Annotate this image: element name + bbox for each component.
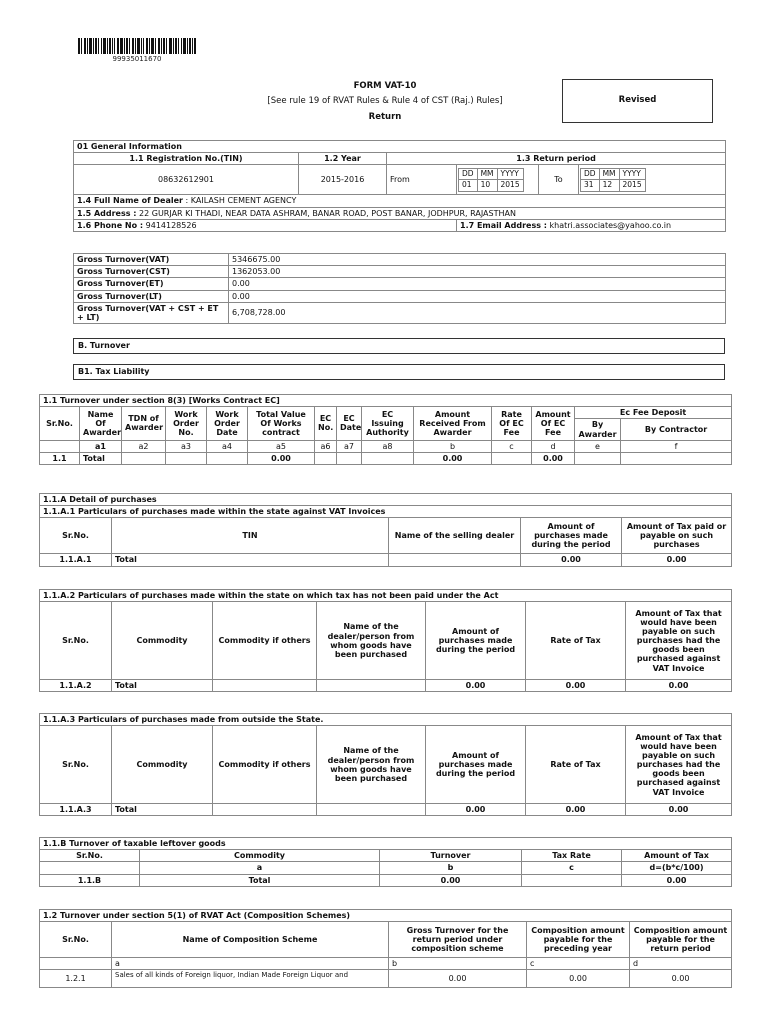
phone-label: 1.6 Phone No : [77, 220, 144, 230]
s11-h-ecdate: EC Date [337, 407, 362, 441]
s12-row-b: 0.00 [389, 970, 527, 988]
tin-value: 08632612901 [74, 165, 299, 195]
s11-total-a5: 0.00 [248, 452, 315, 464]
s11-code: a5 [248, 440, 315, 452]
s12-h-srno: Sr.No. [40, 922, 112, 958]
from-date-cell [457, 165, 539, 195]
s11-code: a7 [337, 440, 362, 452]
gross-value-2: 0.00 [229, 278, 726, 290]
s11a2-total-no: 1.1.A.2 [40, 680, 112, 692]
to-dd: 31 [581, 180, 600, 192]
s11-h-amount: Amount Received From Awarder [414, 407, 492, 441]
purchases-vat-invoice-table [39, 493, 732, 567]
barcode-graphic [78, 38, 196, 54]
s12-h-current: Composition amount payable for the return period [630, 922, 732, 958]
to-date-cell [579, 165, 726, 195]
s11-code: a8 [362, 440, 414, 452]
s11a3-h-dealer: Name of the dealer/person from whom goods have been purchased [317, 726, 426, 804]
s11a1-h-tin: TIN [112, 518, 389, 554]
s11-title: 1.1 Turnover under section 8(3) [Works Contract EC] [40, 395, 732, 407]
gross-label-4: Gross Turnover(VAT + CST + ET + LT) [74, 302, 229, 323]
gross-label-0: Gross Turnover(VAT) [74, 254, 229, 266]
s11-code: a4 [207, 440, 248, 452]
gross-label-1: Gross Turnover(CST) [74, 266, 229, 278]
s11a1-total-tax: 0.00 [622, 554, 732, 566]
s12-code-a: a [112, 958, 389, 970]
s11a2-h-amount: Amount of purchases made during the period [426, 602, 526, 680]
s11-code: c [492, 440, 532, 452]
s11b-total-no: 1.1.B [40, 874, 140, 886]
form-subtitle: [See rule 19 of RVAT Rules & Rule 4 of CST (Raj.) Rules] [267, 95, 503, 106]
from-mm-h: MM [477, 168, 497, 180]
s11-h-rate: Rate Of EC Fee [492, 407, 532, 441]
to-label: To [539, 165, 579, 195]
tax-liability-heading: B1. Tax Liability [73, 364, 725, 380]
barcode-number: 99935011670 [112, 55, 162, 63]
from-date [458, 168, 524, 192]
period-label: 1.3 Return period [387, 153, 726, 165]
purchases-untaxed-table [39, 589, 732, 692]
s11b-title: 1.1.B Turnover of taxable leftover goods [40, 838, 732, 850]
status-label: Revised [618, 95, 657, 106]
s11a3-total-tax: 0.00 [626, 804, 732, 816]
gross-label-2: Gross Turnover(ET) [74, 278, 229, 290]
gross-value-4: 6,708,728.00 [229, 302, 726, 323]
s11a-title: 1.1.A Detail of purchases [40, 494, 732, 506]
s11b-h-rate: Tax Rate [522, 850, 622, 862]
s11a1-total-no: 1.1.A.1 [40, 554, 112, 566]
s12-row-no: 1.2.1 [40, 970, 112, 988]
dealer-label: 1.4 Full Name of Dealer [77, 196, 183, 206]
s11b-total-turnover: 0.00 [380, 874, 522, 886]
s11-h-tdn: TDN of Awarder [122, 407, 166, 441]
s11-total-label: Total [80, 452, 122, 464]
s11-code-blank [40, 440, 80, 452]
address-value: 22 GURJAR KI THADI, NEAR DATA ASHRAM, BANAR ROAD, POST BANAR, JODHPUR, RAJASTHAN [139, 208, 516, 218]
s11-code: b [414, 440, 492, 452]
s11-h-ecfee: Amount Of EC Fee [532, 407, 575, 441]
to-yyyy: 2015 [619, 180, 645, 192]
s11-h-byawarder: By Awarder [575, 419, 621, 440]
s11b-h-turnover: Turnover [380, 850, 522, 862]
s11a3-h-tax: Amount of Tax that would have been payable on such purchases had the goods been purchased against VAT Invoice [626, 726, 732, 804]
s11a3-total-no: 1.1.A.3 [40, 804, 112, 816]
s11a2-title: 1.1.A.2 Particulars of purchases made within the state on which tax has not been paid under the Act [40, 590, 732, 602]
s11a2-h-commodity: Commodity [112, 602, 213, 680]
s12-h-preceding: Composition amount payable for the preceding year [527, 922, 630, 958]
address-label: 1.5 Address : [77, 208, 137, 218]
from-yyyy: 2015 [497, 180, 523, 192]
from-dd-h: DD [459, 168, 478, 180]
s11a3-h-commodity-others: Commodity if others [213, 726, 317, 804]
s11a3-h-rate: Rate of Tax [526, 726, 626, 804]
s11-h-deposit: Ec Fee Deposit [575, 407, 732, 419]
general-info-table [73, 140, 726, 232]
s11b-h-commodity: Commodity [140, 850, 380, 862]
s11-code: e [575, 440, 621, 452]
s11-h-ecauth: EC Issuing Authority [362, 407, 414, 441]
s11-h-orderdate: Work Order Date [207, 407, 248, 441]
email-value: khatri.associates@yahoo.co.in [549, 220, 672, 230]
s11-code: d [532, 440, 575, 452]
s12-code-c: c [527, 958, 630, 970]
email-row [457, 219, 726, 231]
gross-value-0: 5346675.00 [229, 254, 726, 266]
s12-row-name: Sales of all kinds of Foreign liquor, Indian Made Foreign Liquor and [112, 970, 389, 988]
s11b-total-label: Total [140, 874, 380, 886]
s11-code: a3 [166, 440, 207, 452]
from-yyyy-h: YYYY [497, 168, 523, 180]
s11-h-ecno: EC No. [315, 407, 337, 441]
general-section-title: 01 General Information [74, 141, 726, 153]
works-contract-table [39, 394, 732, 465]
s11a3-h-srno: Sr.No. [40, 726, 112, 804]
phone-value: 9414128526 [145, 220, 197, 230]
s11a3-total-label: Total [112, 804, 213, 816]
s12-h-scheme: Name of Composition Scheme [112, 922, 389, 958]
s11a1-h-srno: Sr.No. [40, 518, 112, 554]
s11-h-orderno: Work Order No. [166, 407, 207, 441]
form-return-label: Return [368, 111, 402, 122]
s12-code-d: d [630, 958, 732, 970]
gross-value-3: 0.00 [229, 290, 726, 302]
s11-code: a2 [122, 440, 166, 452]
s11a3-h-commodity: Commodity [112, 726, 213, 804]
s11-total-b: 0.00 [414, 452, 492, 464]
to-yyyy-h: YYYY [619, 168, 645, 180]
form-heading [250, 82, 520, 122]
s11a2-h-tax: Amount of Tax that would have been payable on such purchases had the goods been purchased against VAT Invoice [626, 602, 732, 680]
gross-turnover-table [73, 253, 726, 324]
s12-row-d: 0.00 [630, 970, 732, 988]
s11-total-no: 1.1 [40, 452, 80, 464]
s11b-total-tax: 0.00 [622, 874, 732, 886]
s11a2-total-label: Total [112, 680, 213, 692]
s11a1-title: 1.1.A.1 Particulars of purchases made within the state against VAT Invoices [40, 506, 732, 518]
s11-code: a6 [315, 440, 337, 452]
from-mm: 10 [477, 180, 497, 192]
composition-scheme-table [39, 909, 732, 988]
s12-title: 1.2 Turnover under section 5(1) of RVAT Act (Composition Schemes) [40, 910, 732, 922]
s11b-h-srno: Sr.No. [40, 850, 140, 862]
s11a1-h-amount: Amount of purchases made during the period [521, 518, 622, 554]
s11-h-totalvalue: Total Value Of Works contract [248, 407, 315, 441]
s11b-code-d: d=(b*c/100) [622, 862, 732, 874]
to-dd-h: DD [581, 168, 600, 180]
s12-code-b: b [389, 958, 527, 970]
status-box [562, 79, 713, 123]
s11a2-h-dealer: Name of the dealer/person from whom goods have been purchased [317, 602, 426, 680]
form-title: FORM VAT-10 [353, 81, 417, 91]
phone-row [74, 219, 457, 231]
s11a2-total-tax: 0.00 [626, 680, 732, 692]
s11a3-title: 1.1.A.3 Particulars of purchases made from outside the State. [40, 714, 732, 726]
email-label: 1.7 Email Address : [460, 220, 547, 230]
s11a2-h-commodity-others: Commodity if others [213, 602, 317, 680]
year-value: 2015-2016 [299, 165, 387, 195]
s11b-h-tax: Amount of Tax [622, 850, 732, 862]
address-row [74, 207, 726, 219]
barcode [78, 38, 196, 63]
s11b-code-c: c [522, 862, 622, 874]
s11a3-h-amount: Amount of purchases made during the period [426, 726, 526, 804]
reg-label: 1.1 Registration No.(TIN) [74, 153, 299, 165]
s11-h-bycontractor: By Contractor [621, 419, 732, 440]
s11a2-total-rate: 0.00 [526, 680, 626, 692]
to-mm-h: MM [599, 168, 619, 180]
dealer-name: KAILASH CEMENT AGENCY [190, 196, 297, 206]
s11a1-total-amount: 0.00 [521, 554, 622, 566]
to-date [580, 168, 646, 192]
year-label: 1.2 Year [299, 153, 387, 165]
gross-label-3: Gross Turnover(LT) [74, 290, 229, 302]
purchases-outside-state-table [39, 713, 732, 816]
s11b-code-b: b [380, 862, 522, 874]
s11-code: f [621, 440, 732, 452]
dealer-row: 1.4 Full Name of Dealer : KAILASH CEMENT AGENCY [74, 195, 726, 207]
s11b-code-a: a [140, 862, 380, 874]
s11-code: a1 [80, 440, 122, 452]
s11a3-total-rate: 0.00 [526, 804, 626, 816]
s12-h-gross: Gross Turnover for the return period under composition scheme [389, 922, 527, 958]
s12-row-c: 0.00 [527, 970, 630, 988]
to-mm: 12 [599, 180, 619, 192]
leftover-goods-table [39, 837, 732, 887]
from-dd: 01 [459, 180, 478, 192]
s11a1-h-dealer: Name of the selling dealer [389, 518, 521, 554]
gross-value-1: 1362053.00 [229, 266, 726, 278]
s11a2-h-rate: Rate of Tax [526, 602, 626, 680]
s11a1-total-label: Total [112, 554, 389, 566]
s11-total-d: 0.00 [532, 452, 575, 464]
s11a2-h-srno: Sr.No. [40, 602, 112, 680]
s11-h-awarder: Name Of Awarder [80, 407, 122, 441]
s11a3-total-amount: 0.00 [426, 804, 526, 816]
s11-h-srno: Sr.No. [40, 407, 80, 441]
s11a1-h-tax: Amount of Tax paid or payable on such purchases [622, 518, 732, 554]
turnover-heading: B. Turnover [73, 338, 725, 354]
s11a2-total-amount: 0.00 [426, 680, 526, 692]
from-label: From [387, 165, 457, 195]
